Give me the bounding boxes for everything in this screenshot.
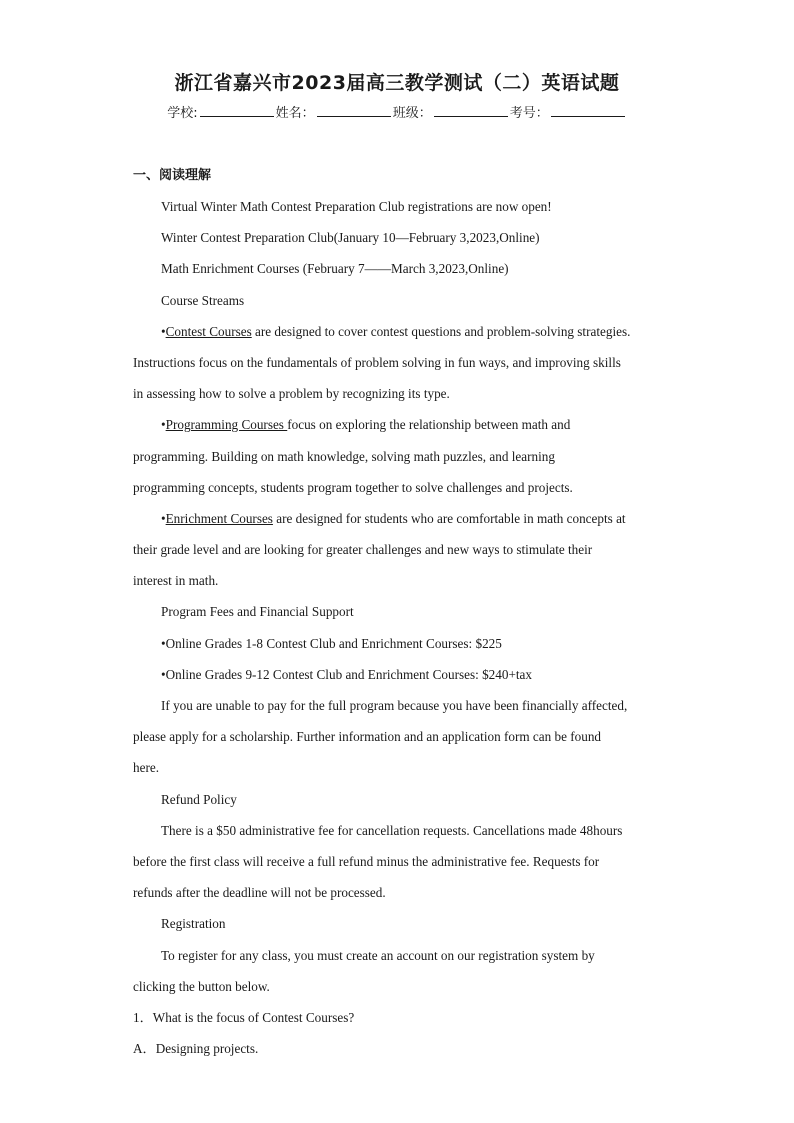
school-label: 学校: — [167, 106, 198, 121]
contest-courses-line — [133, 316, 663, 347]
passage-text: are designed to cover contest questions and problem-solving strategies. — [251, 323, 631, 339]
class-blank — [434, 104, 508, 117]
passage-line: interest in math. — [133, 573, 219, 589]
passage-line: There is a $50 administrative fee for cancellation requests. Cancellations made 48hours — [161, 822, 623, 838]
class-label: 班级： — [392, 106, 432, 121]
number-label: 考号： — [509, 106, 549, 121]
student-info-line — [0, 102, 794, 121]
name-blank — [317, 104, 391, 117]
course-streams-heading: Course Streams — [161, 292, 245, 308]
passage-line: Virtual Winter Math Contest Preparation Club registrations are now open! — [161, 199, 552, 214]
name-label: 姓名： — [275, 106, 315, 121]
option-a: A．Designing projects. — [133, 1041, 259, 1057]
passage-line: If you are unable to pay for the full program because you have been financially affected, — [161, 698, 628, 713]
passage-line: in assessing how to solve a problem by recognizing its type. — [133, 386, 450, 402]
programming-courses-link[interactable]: Programming Courses — [165, 417, 288, 433]
passage-line: Math Enrichment Courses (February 7——March 3,2023,Online) — [161, 261, 509, 277]
passage-line: programming. Building on math knowledge, solving math puzzles, and learning — [133, 448, 555, 464]
main-content — [133, 160, 663, 1064]
passage-line: please apply for a scholarship. Further information and an application form can be found — [133, 729, 602, 745]
fee-item: •Online Grades 9-12 Contest Club and Enrichment Courses: $240+tax — [161, 666, 532, 682]
question-1: 1．What is the focus of Contest Courses? — [133, 1009, 355, 1025]
bullet: • — [161, 323, 166, 339]
passage-line: programming concepts, students program together to solve challenges and projects. — [133, 479, 573, 495]
passage-text: focus on exploring the relationship between math and — [287, 417, 571, 433]
passage-line: their grade level and are looking for greater challenges and new ways to stimulate their — [133, 542, 593, 558]
number-blank — [551, 104, 625, 117]
enrichment-courses-link[interactable]: Enrichment Courses — [165, 510, 273, 526]
programming-courses-line — [133, 409, 663, 440]
passage-line: clicking the button below. — [133, 978, 270, 994]
exam-title: 浙江省嘉兴市2023届高三教学测试（二）英语试题 — [174, 72, 620, 94]
refund-heading: Refund Policy — [161, 791, 237, 807]
passage-line: To register for any class, you must create an account on our registration system by — [161, 947, 595, 963]
section-heading: 一、阅读理解 — [133, 168, 212, 183]
registration-heading: Registration — [161, 916, 226, 932]
fee-item: •Online Grades 1-8 Contest Club and Enrichment Courses: $225 — [161, 635, 502, 651]
passage-line: Instructions focus on the fundamentals of problem solving in fun ways, and improving skills — [133, 354, 621, 370]
passage-line: here. — [133, 760, 159, 776]
bullet: • — [161, 510, 166, 526]
bullet: • — [161, 417, 166, 433]
contest-courses-link[interactable]: Contest Courses — [165, 323, 252, 339]
school-blank — [200, 104, 274, 117]
passage-line: Winter Contest Preparation Club(January 10—February 3,2023,Online) — [161, 230, 540, 246]
fees-heading: Program Fees and Financial Support — [161, 604, 354, 620]
passage-text: are designed for students who are comfortable in math concepts at — [272, 510, 626, 526]
passage-line: before the first class will receive a full refund minus the administrative fee. Requests for — [133, 853, 600, 869]
enrichment-courses-line — [133, 503, 663, 534]
passage-line: refunds after the deadline will not be processed. — [133, 885, 386, 901]
